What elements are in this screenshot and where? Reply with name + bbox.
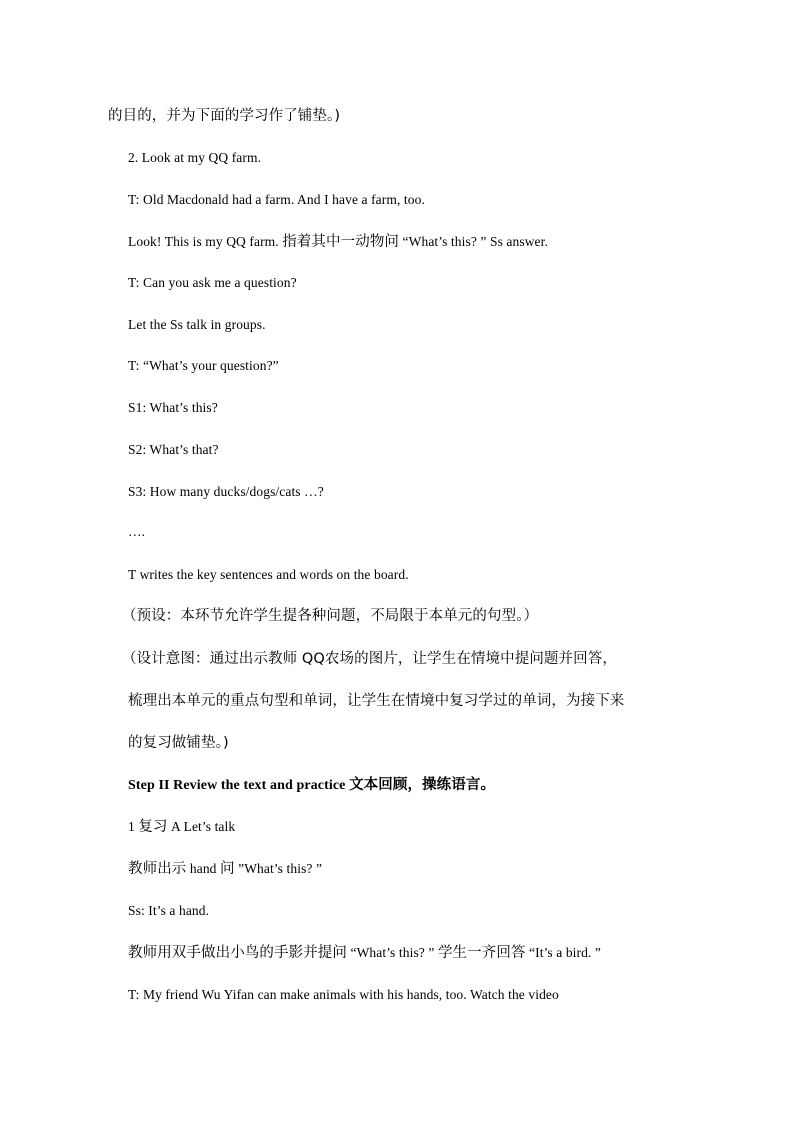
text-segment: 指着其中一动物问 [282, 234, 400, 250]
paragraph-line: Ss: It’s a hand. [128, 903, 210, 918]
paragraph-line: T: “What’s your question?” [128, 358, 279, 373]
paragraph-line: （设计意图：通过出示教师 QQ农场的图片，让学生在情境中提问题并回答， [122, 651, 617, 667]
text-segment: 1 [128, 819, 139, 834]
paragraph-line [128, 232, 548, 252]
text-segment: A Let’s talk [171, 819, 236, 834]
paragraph-line: 的复习做铺垫。) [128, 735, 229, 751]
paragraph-line: Let the Ss talk in groups. [128, 317, 266, 332]
paragraph-line: 2. Look at my QQ farm. [128, 150, 262, 165]
paragraph-line: S3: How many ducks/dogs/cats …? [128, 484, 324, 499]
text-segment: Look! This is my QQ farm. [128, 234, 279, 249]
text-segment: 复习 [138, 819, 168, 835]
paragraph-line: …. [128, 524, 146, 539]
paragraph-line [128, 943, 601, 963]
paragraph-line [128, 859, 322, 879]
paragraph-line: T: My friend Wu Yifan can make animals with his hands, too. Watch the video [128, 987, 559, 1002]
paragraph-line: T writes the key sentences and words on the board. [128, 567, 409, 582]
heading-segment: 文本回顾，操练语言。 [349, 777, 496, 793]
heading-segment: Step II Review the text and practice [128, 778, 350, 793]
paragraph-line: T: Can you ask me a question? [128, 275, 297, 290]
paragraph-line [128, 817, 235, 837]
paragraph-line: T: Old Macdonald had a farm. And I have a farm, too. [128, 192, 425, 207]
text-segment: 教师用双手做出小鸟的手影并提问 [128, 945, 347, 961]
paragraph-line: （预设：本环节允许学生提各种问题，不局限于本单元的句型。） [122, 608, 539, 624]
text-segment: “What’s this? ” [350, 945, 438, 960]
text-segment: “It’s a bird. ” [529, 945, 602, 960]
text-segment: “What’s this? ” Ss answer. [402, 234, 548, 249]
text-segment: 教师出示 [128, 861, 187, 877]
paragraph-line: S2: What’s that? [128, 442, 219, 457]
section-heading [128, 775, 495, 796]
text-segment: hand [189, 861, 221, 876]
text-segment: 问 [220, 861, 235, 877]
paragraph-line: S1: What’s this? [128, 400, 218, 415]
text-segment: 学生一齐回答 [437, 945, 526, 961]
text-segment: ”What’s this? ” [238, 861, 323, 876]
paragraph-line: 梳理出本单元的重点句型和单词，让学生在情境中复习学过的单词，为接下来 [128, 693, 625, 709]
paragraph-line: 的目的，并为下面的学习作了铺垫。) [108, 108, 341, 124]
